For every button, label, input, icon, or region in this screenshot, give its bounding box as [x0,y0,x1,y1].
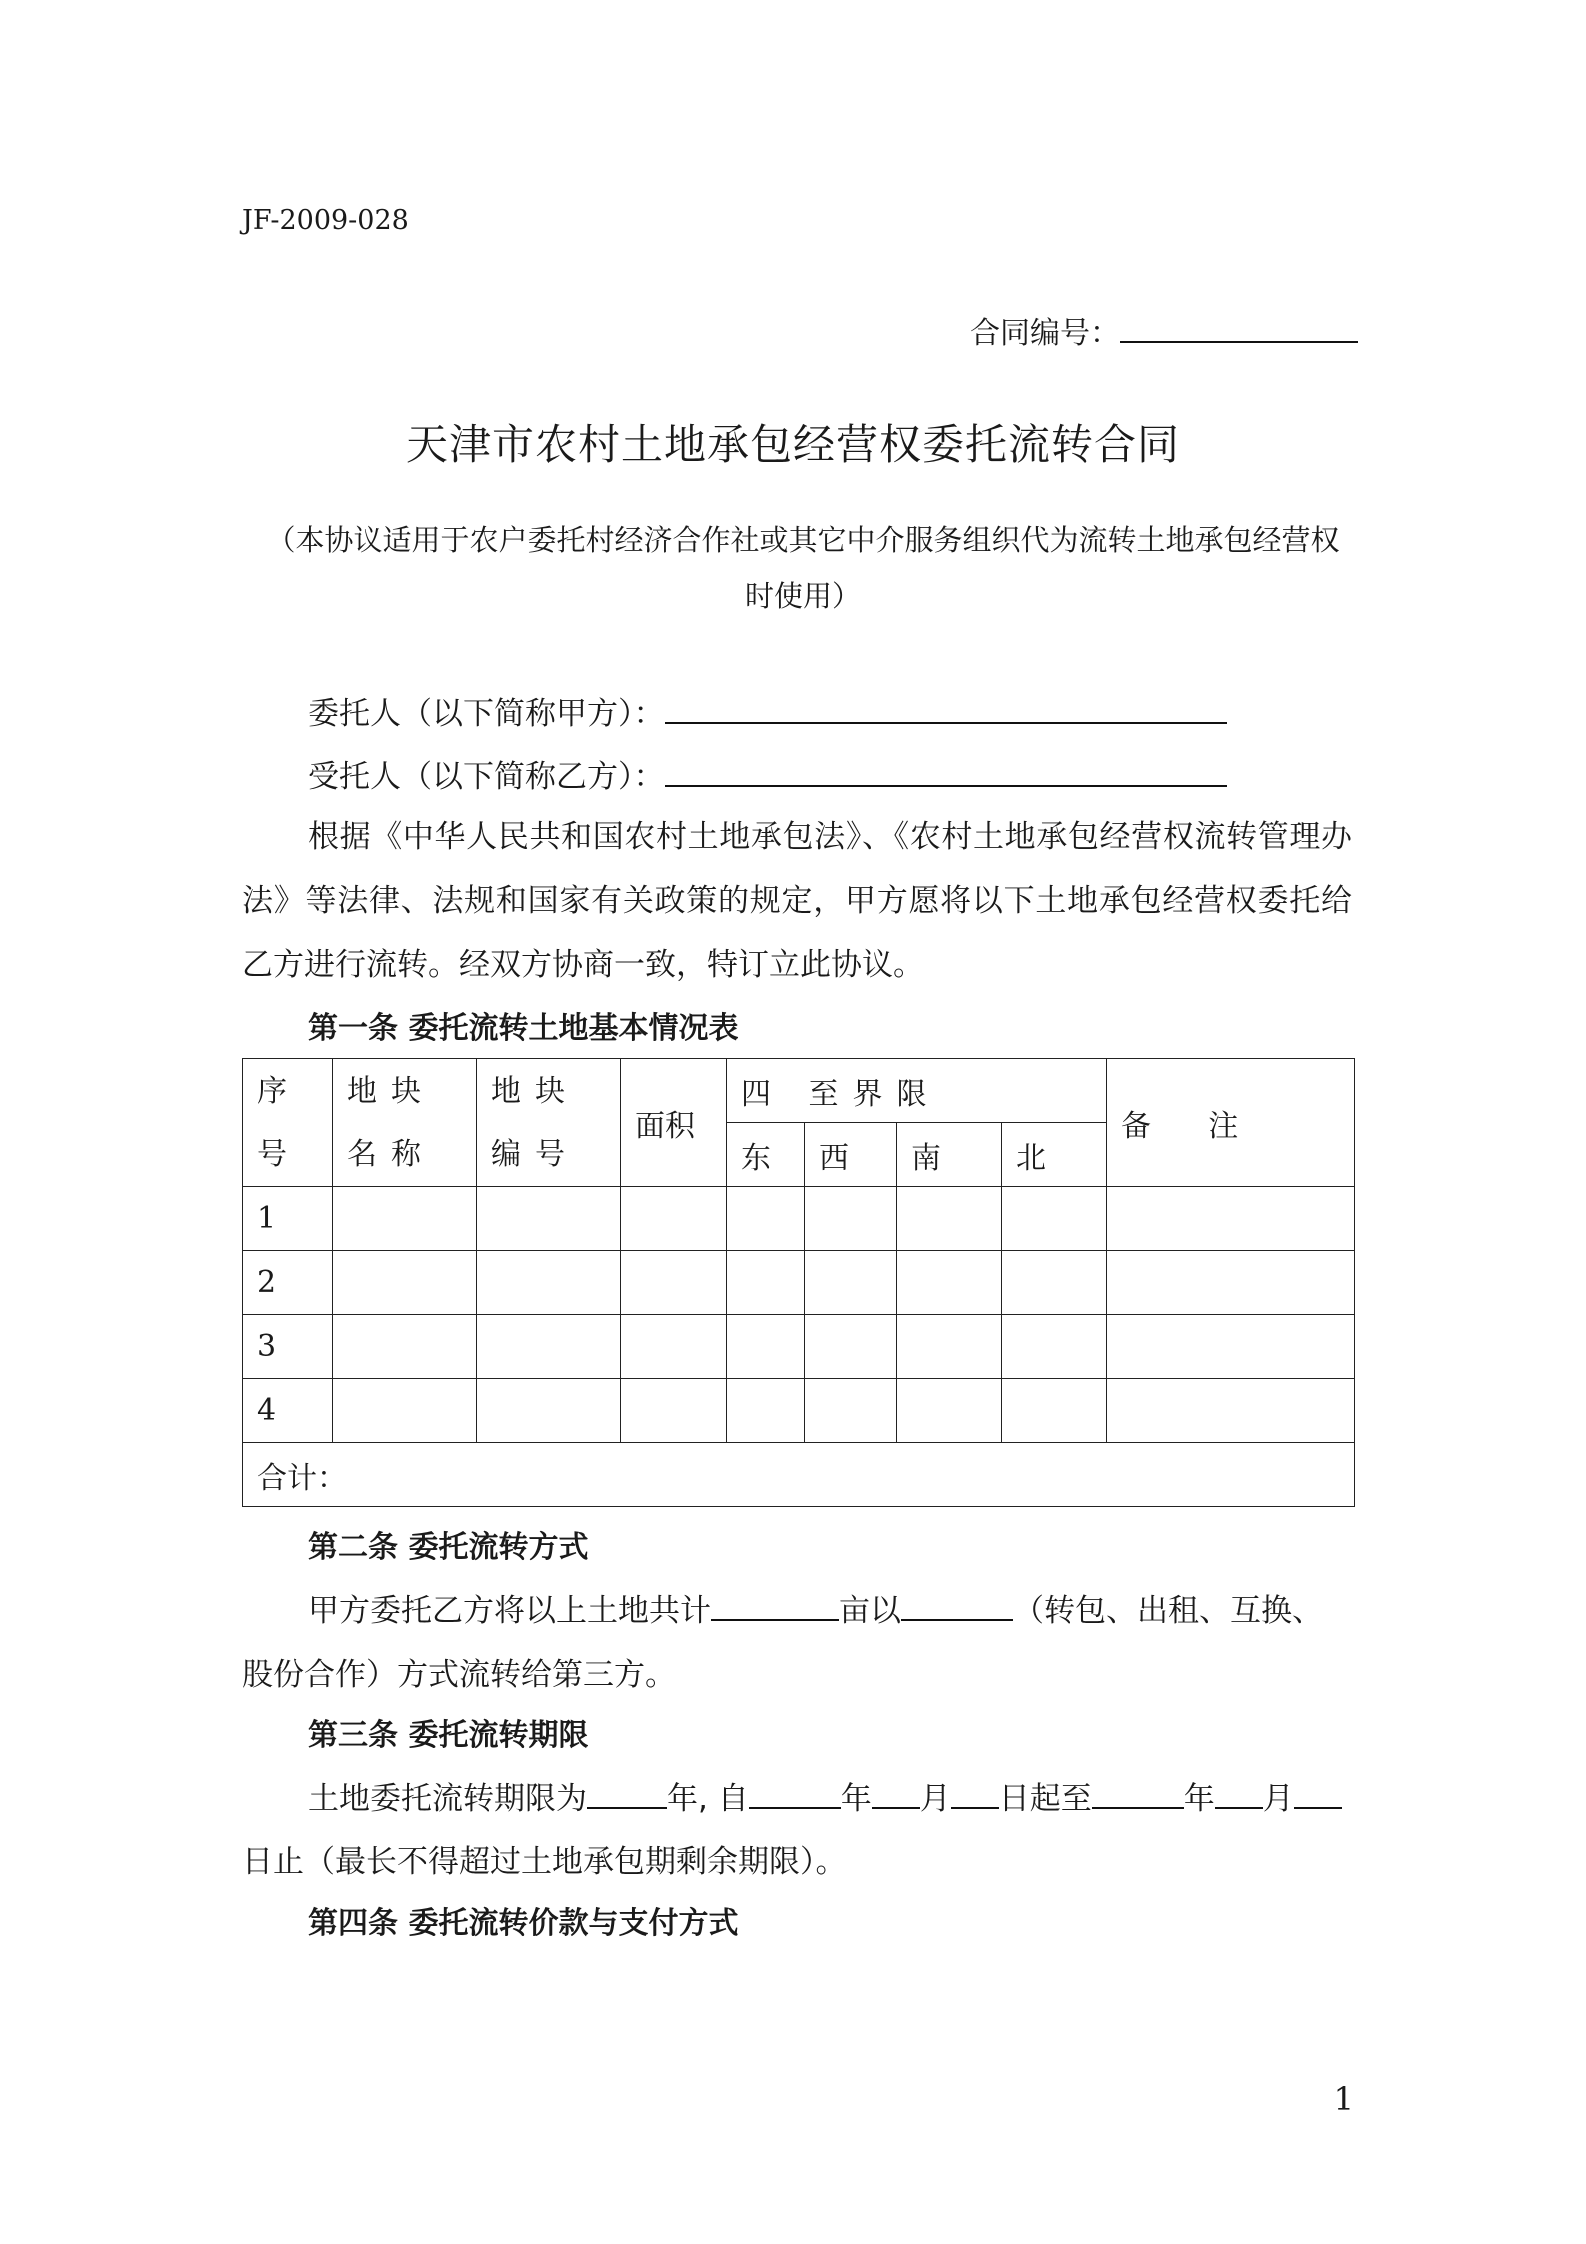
article-3-line-1: 土地委托流转期限为 年, 自 年 月 日起至 年 月 [308,1773,1342,1818]
note-line-2: 时使用） [744,579,861,613]
cell [727,1379,805,1443]
article-2-title: 第二条 委托流转方式 [308,1530,589,1565]
cell [1002,1187,1107,1251]
party-a-line [308,688,1227,733]
cell [333,1315,477,1379]
note-line-1: （本协议适用于农户委托村经济合作社或其它中介服务组织代为流转土地承包经营权 [266,523,1340,557]
cell [333,1187,477,1251]
row-seq: 1 [243,1187,333,1251]
table-total-row [243,1443,1355,1507]
end-day-blank [1294,1776,1342,1809]
cell [1107,1315,1355,1379]
cell [805,1187,897,1251]
cell [477,1251,621,1315]
party-a-label: 委托人（以下简称甲方）： [308,696,665,732]
page-number: 1 [1333,2080,1354,2118]
header-south: 南 [897,1123,1002,1187]
table-row [243,1187,1355,1251]
cell [477,1187,621,1251]
start-year-blank [749,1776,841,1809]
header-remark: 备 注 [1107,1059,1355,1187]
cell [1002,1315,1107,1379]
contract-number-label: 合同编号： [970,316,1120,351]
row-seq: 3 [243,1315,333,1379]
intro-paragraph: 根据《中华人民共和国农村土地承包法》、《农村土地承包经营权流转管理办法》等法律、法规和国家有关政策的规定，甲方愿将以下土地承包经营权委托给乙方进行流转。经双方协商一致，特订立此协议。 [242,819,1352,983]
cell [621,1251,727,1315]
area-blank [711,1588,839,1621]
cell [477,1315,621,1379]
article-3-title: 第三条 委托流转期限 [308,1718,589,1753]
article-4-title: 第四条 委托流转价款与支付方式 [308,1906,739,1941]
table-row [243,1251,1355,1315]
start-day-blank [951,1776,999,1809]
cell [897,1379,1002,1443]
party-b-label: 受托人（以下简称乙方）： [308,759,665,795]
cell [621,1187,727,1251]
cell [727,1315,805,1379]
method-blank [901,1588,1013,1621]
header-seq: 序号 [243,1059,333,1187]
header-east: 东 [727,1123,805,1187]
cell [1002,1251,1107,1315]
cell [477,1379,621,1443]
header-boundaries: 四 至界限 [727,1059,1107,1123]
cell [727,1187,805,1251]
document-title: 天津市农村土地承包经营权委托流转合同 [405,420,1180,469]
cell [1002,1379,1107,1443]
header-plot-code: 地块编号 [477,1059,621,1187]
end-month-blank [1215,1776,1263,1809]
row-seq: 2 [243,1251,333,1315]
header-area: 面积 [621,1059,727,1187]
contract-number-field [970,308,1358,352]
cell [805,1251,897,1315]
cell [1107,1251,1355,1315]
applicability-note [248,512,1358,624]
start-month-blank [872,1776,920,1809]
party-b-line [308,751,1227,796]
cell [897,1187,1002,1251]
article-2-line-2: 股份合作）方式流转给第三方。 [242,1657,676,1693]
contract-number-blank [1120,311,1358,343]
document-code: JF-2009-028 [242,205,409,236]
header-north: 北 [1002,1123,1107,1187]
row-seq: 4 [243,1379,333,1443]
total-label: 合计： [243,1443,1355,1507]
cell [333,1379,477,1443]
cell [805,1315,897,1379]
cell [1107,1187,1355,1251]
end-year-blank [1092,1776,1184,1809]
article-1-title: 第一条 委托流转土地基本情况表 [308,1011,739,1046]
header-west: 西 [805,1123,897,1187]
land-info-table [242,1058,1355,1507]
cell [621,1379,727,1443]
party-a-blank [665,691,1227,724]
term-years-blank [587,1776,667,1809]
cell [897,1315,1002,1379]
cell [333,1251,477,1315]
party-b-blank [665,754,1227,787]
article-2-line-1: 甲方委托乙方将以上土地共计 亩以 （转包、出租、互换、 [308,1585,1323,1630]
table-row [243,1379,1355,1443]
cell [727,1251,805,1315]
header-plot-name: 地块名称 [333,1059,477,1187]
article-3-line-2: 日止（最长不得超过土地承包期剩余期限）。 [242,1844,847,1880]
table-row [243,1315,1355,1379]
cell [897,1251,1002,1315]
cell [621,1315,727,1379]
cell [1107,1379,1355,1443]
cell [805,1379,897,1443]
